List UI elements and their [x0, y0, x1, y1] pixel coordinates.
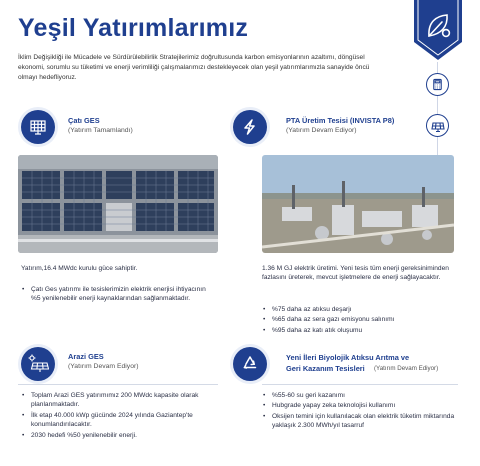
cati-ges-bullets: [21, 285, 211, 305]
lightning-icon: [241, 118, 259, 136]
divider: [18, 384, 218, 385]
list-item: • Toplam Arazi GES yatırımımız 200 MWdc kapasite olarak planlanmaktadır.: [21, 391, 221, 410]
section-title-pta: PTA Üretim Tesisi (INVISTA P8): [286, 116, 395, 125]
biyolojik-bullets: [262, 391, 462, 432]
calculator-icon: [426, 73, 449, 96]
solar-field-icon: [27, 354, 49, 374]
divider: [262, 384, 458, 385]
page-title: Yeşil Yatırımlarımız: [18, 14, 249, 42]
intro-paragraph: İklim Değişikliği ile Mücadele ve Sürdürülebilirlik Stratejilerimiz doğrultusunda karbon emisyonlarının azaltımı, döngüsel ekonomi, sorumlu su tüketimi ve enerji verimliliği çalışmalarımızı destekleyecek olan yeşil yatırımlarımızla sanayide öncü olmayı hedefliyoruz.: [18, 54, 370, 81]
list-item: • İlk etap 40.000 kWp gücünde 2024 yılında Gaziantep'te konumlandırılacaktır.: [21, 411, 221, 430]
cati-ges-summary: Yatırım,16.4 MWdc kurulu güce sahiptir.: [21, 265, 138, 272]
section-title-cati-ges: Çatı GES: [68, 116, 100, 125]
solar-panel-badge: [21, 110, 55, 144]
recycle-badge: [233, 347, 267, 381]
solar-panel-icon: [28, 117, 48, 137]
list-item: • %75 daha az atıksu deşarjı: [262, 305, 458, 314]
list-item: • %65 daha az sera gazı emisyonu salınımı: [262, 315, 458, 324]
rail-banner: [414, 0, 462, 60]
section-status-cati-ges: (Yatırım Tamamlandı): [68, 127, 133, 134]
list-item: • Oksijen temini için kullanılacak olan elektrik tüketim miktarında yaklaşık 2.300 MWh/yıl tasarruf: [262, 412, 462, 431]
lightning-badge: [233, 110, 267, 144]
list-item: • %95 daha az katı atık oluşumu: [262, 326, 458, 335]
pta-summary: 1.36 M GJ elektrik üretimi. Yeni tesis tüm enerji gereksiniminden fazlasını üreterek, mevcut işletmelere de enerji sağlayacaktır.: [262, 265, 449, 282]
section-title-biyolojik-line1: Yeni İleri Biyolojik Atıksu Arıtma ve: [286, 353, 410, 362]
section-title-arazi-ges: Arazi GES: [68, 352, 104, 361]
arazi-ges-bullets: [21, 391, 221, 441]
pta-bullets: [262, 305, 458, 336]
list-item: • 2030 hedefi %50 yenilenebilir enerji.: [21, 431, 221, 440]
section-title-biyolojik-line2: Geri Kazanım Tesisleri: [286, 364, 365, 373]
section-status-arazi-ges: (Yatırım Devam Ediyor): [68, 363, 139, 370]
solar-panel-icon: [426, 114, 449, 137]
section-status-biyolojik: (Yatırım Devam Ediyor): [374, 365, 439, 372]
pta-plant-photo: [262, 155, 454, 253]
list-item: • Hubgrade yapay zeka teknolojisi kullanımı: [262, 401, 462, 410]
solar-field-badge: [21, 347, 55, 381]
recycle-icon: [240, 354, 260, 374]
list-item: • Çatı Ges yatırımı ile tesislerimizin elektrik enerjisi ihtiyacının %5 yenilenebilir enerji kaynaklarından sağlanmaktadır.: [21, 285, 211, 304]
list-item: • %55-60 su geri kazanımı: [262, 391, 462, 400]
section-status-pta: (Yatırım Devam Ediyor): [286, 127, 357, 134]
rooftop-solar-photo: [18, 155, 218, 253]
